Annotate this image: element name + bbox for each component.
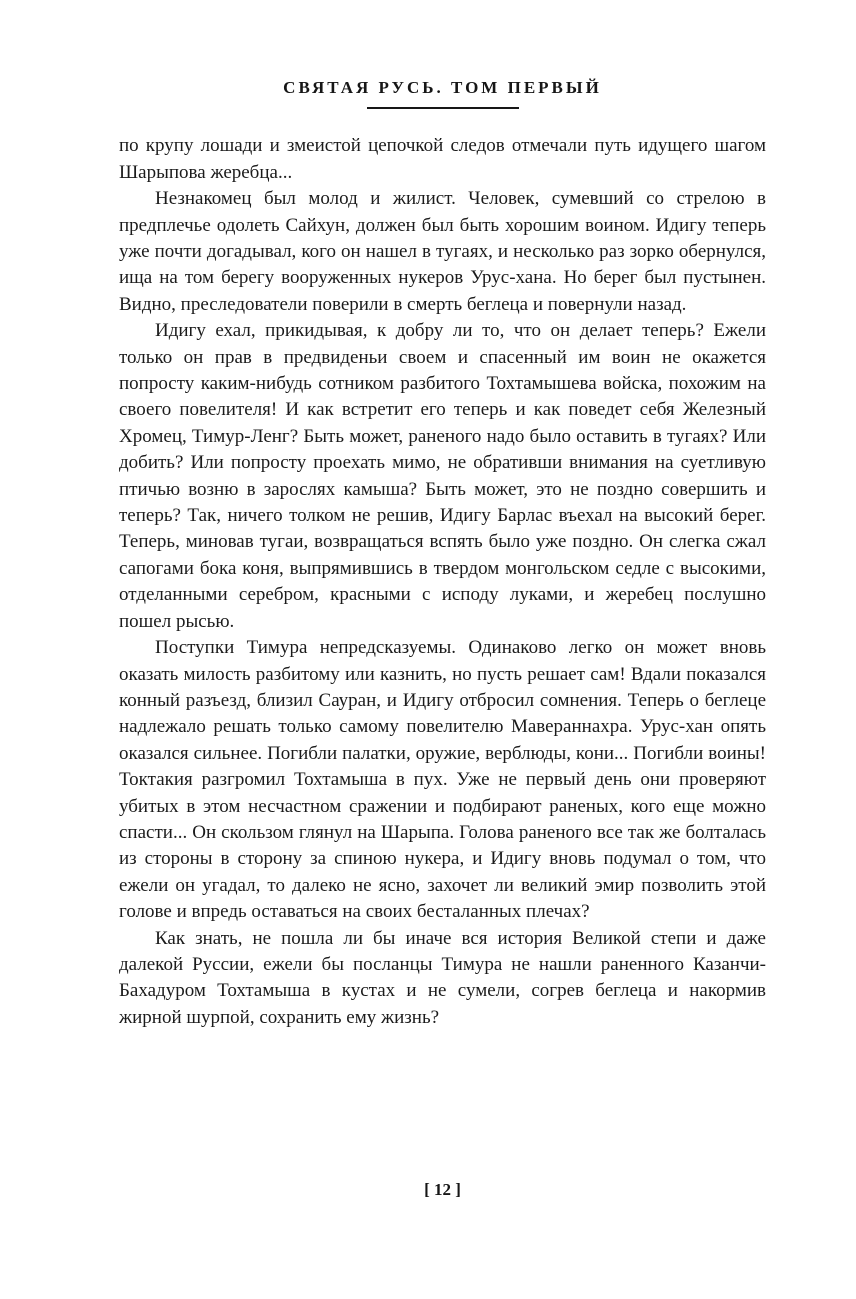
paragraph: Как знать, не пошла ли бы иначе вся история Великой степи и даже далекой Руссии, ежели бы посланцы Тимура не нашли раненного Казанчи-Бахадуром Тохтамыша в кустах и не сумели, согрев беглеца и накормив жирной шурпой, сохранить ему жизнь? bbox=[119, 927, 766, 1028]
page-body bbox=[119, 133, 766, 1031]
type-block bbox=[119, 0, 766, 1031]
paragraph: Незнакомец был молод и жилист. Человек, сумевший со стрелою в предплечье одолеть Сайхун, должен был быть хорошим воином. Идигу теперь уже почти догадывал, кого он нашел в тугаях, и несколько раз зорко обернулся, ища на том берегу вооруженных нукеров Урус-хана. Но берег был пустынен. Видно, преследователи поверили в смерть беглеца и повернули назад. bbox=[119, 188, 766, 315]
header-rule bbox=[367, 107, 519, 109]
running-header: СВЯТАЯ РУСЬ. ТОМ ПЕРВЫЙ bbox=[283, 78, 602, 97]
page-number: [ 12 ] bbox=[424, 1180, 461, 1199]
paragraph: Идигу ехал, прикидывая, к добру ли то, что он делает теперь? Ежели только он прав в предвиденьи своем и спасенный им воин не окажется попросту каким-нибудь сотником разбитого Тохтамышева войска, похожим на своего повелителя! И как встретит его теперь и как поведет себя Железный Хромец, Тимур-Ленг? Быть может, раненого надо было оставить в тугаях? Или добить? Или попросту проехать мимо, не обративши внимания на суетливую птичью возню в зарослях камыша? Быть может, это не поздно совершить и теперь? Так, ничего толком не решив, Идигу Барлас въехал на высокий берег. Теперь, миновав тугаи, возвращаться вспять было уже поздно. Он слегка сжал сапогами бока коня, выпрямившись в твердом монгольском седле с высокими, отделанными серебром, красными с исподу луками, и жеребец послушно пошел рысью. bbox=[119, 320, 766, 632]
paragraph-continuation: по крупу лошади и змеистой цепочкой следов отмечали путь идущего шагом Шарыпова жеребца... bbox=[119, 135, 766, 183]
paragraph: Поступки Тимура непредсказуемы. Одинаково легко он может вновь оказать милость разбитому или казнить, но пусть решает сам! Вдали показался конный разъезд, близил Сауран, и Идигу отбросил сомнения. Теперь о беглеце надлежало решать только самому повелителю Мавераннахра. Урус-хан опять оказался сильнее. Погибли палатки, оружие, верблюды, кони... Погибли воины! Токтакия разгромил Тохтамыша в пух. Уже не первый день они проверяют убитых в этом несчастном сражении и подбирают раненых, кого еще можно спасти... Он скользом глянул на Шарыпа. Голова раненого все так же болталась из стороны в сторону за спиною нукера, и Идигу вновь подумал о том, что ежели он угадал, то далеко не ясно, захочет ли великий эмир позволить этой голове и впредь оставаться на своих бесталанных плечах? bbox=[119, 637, 766, 923]
